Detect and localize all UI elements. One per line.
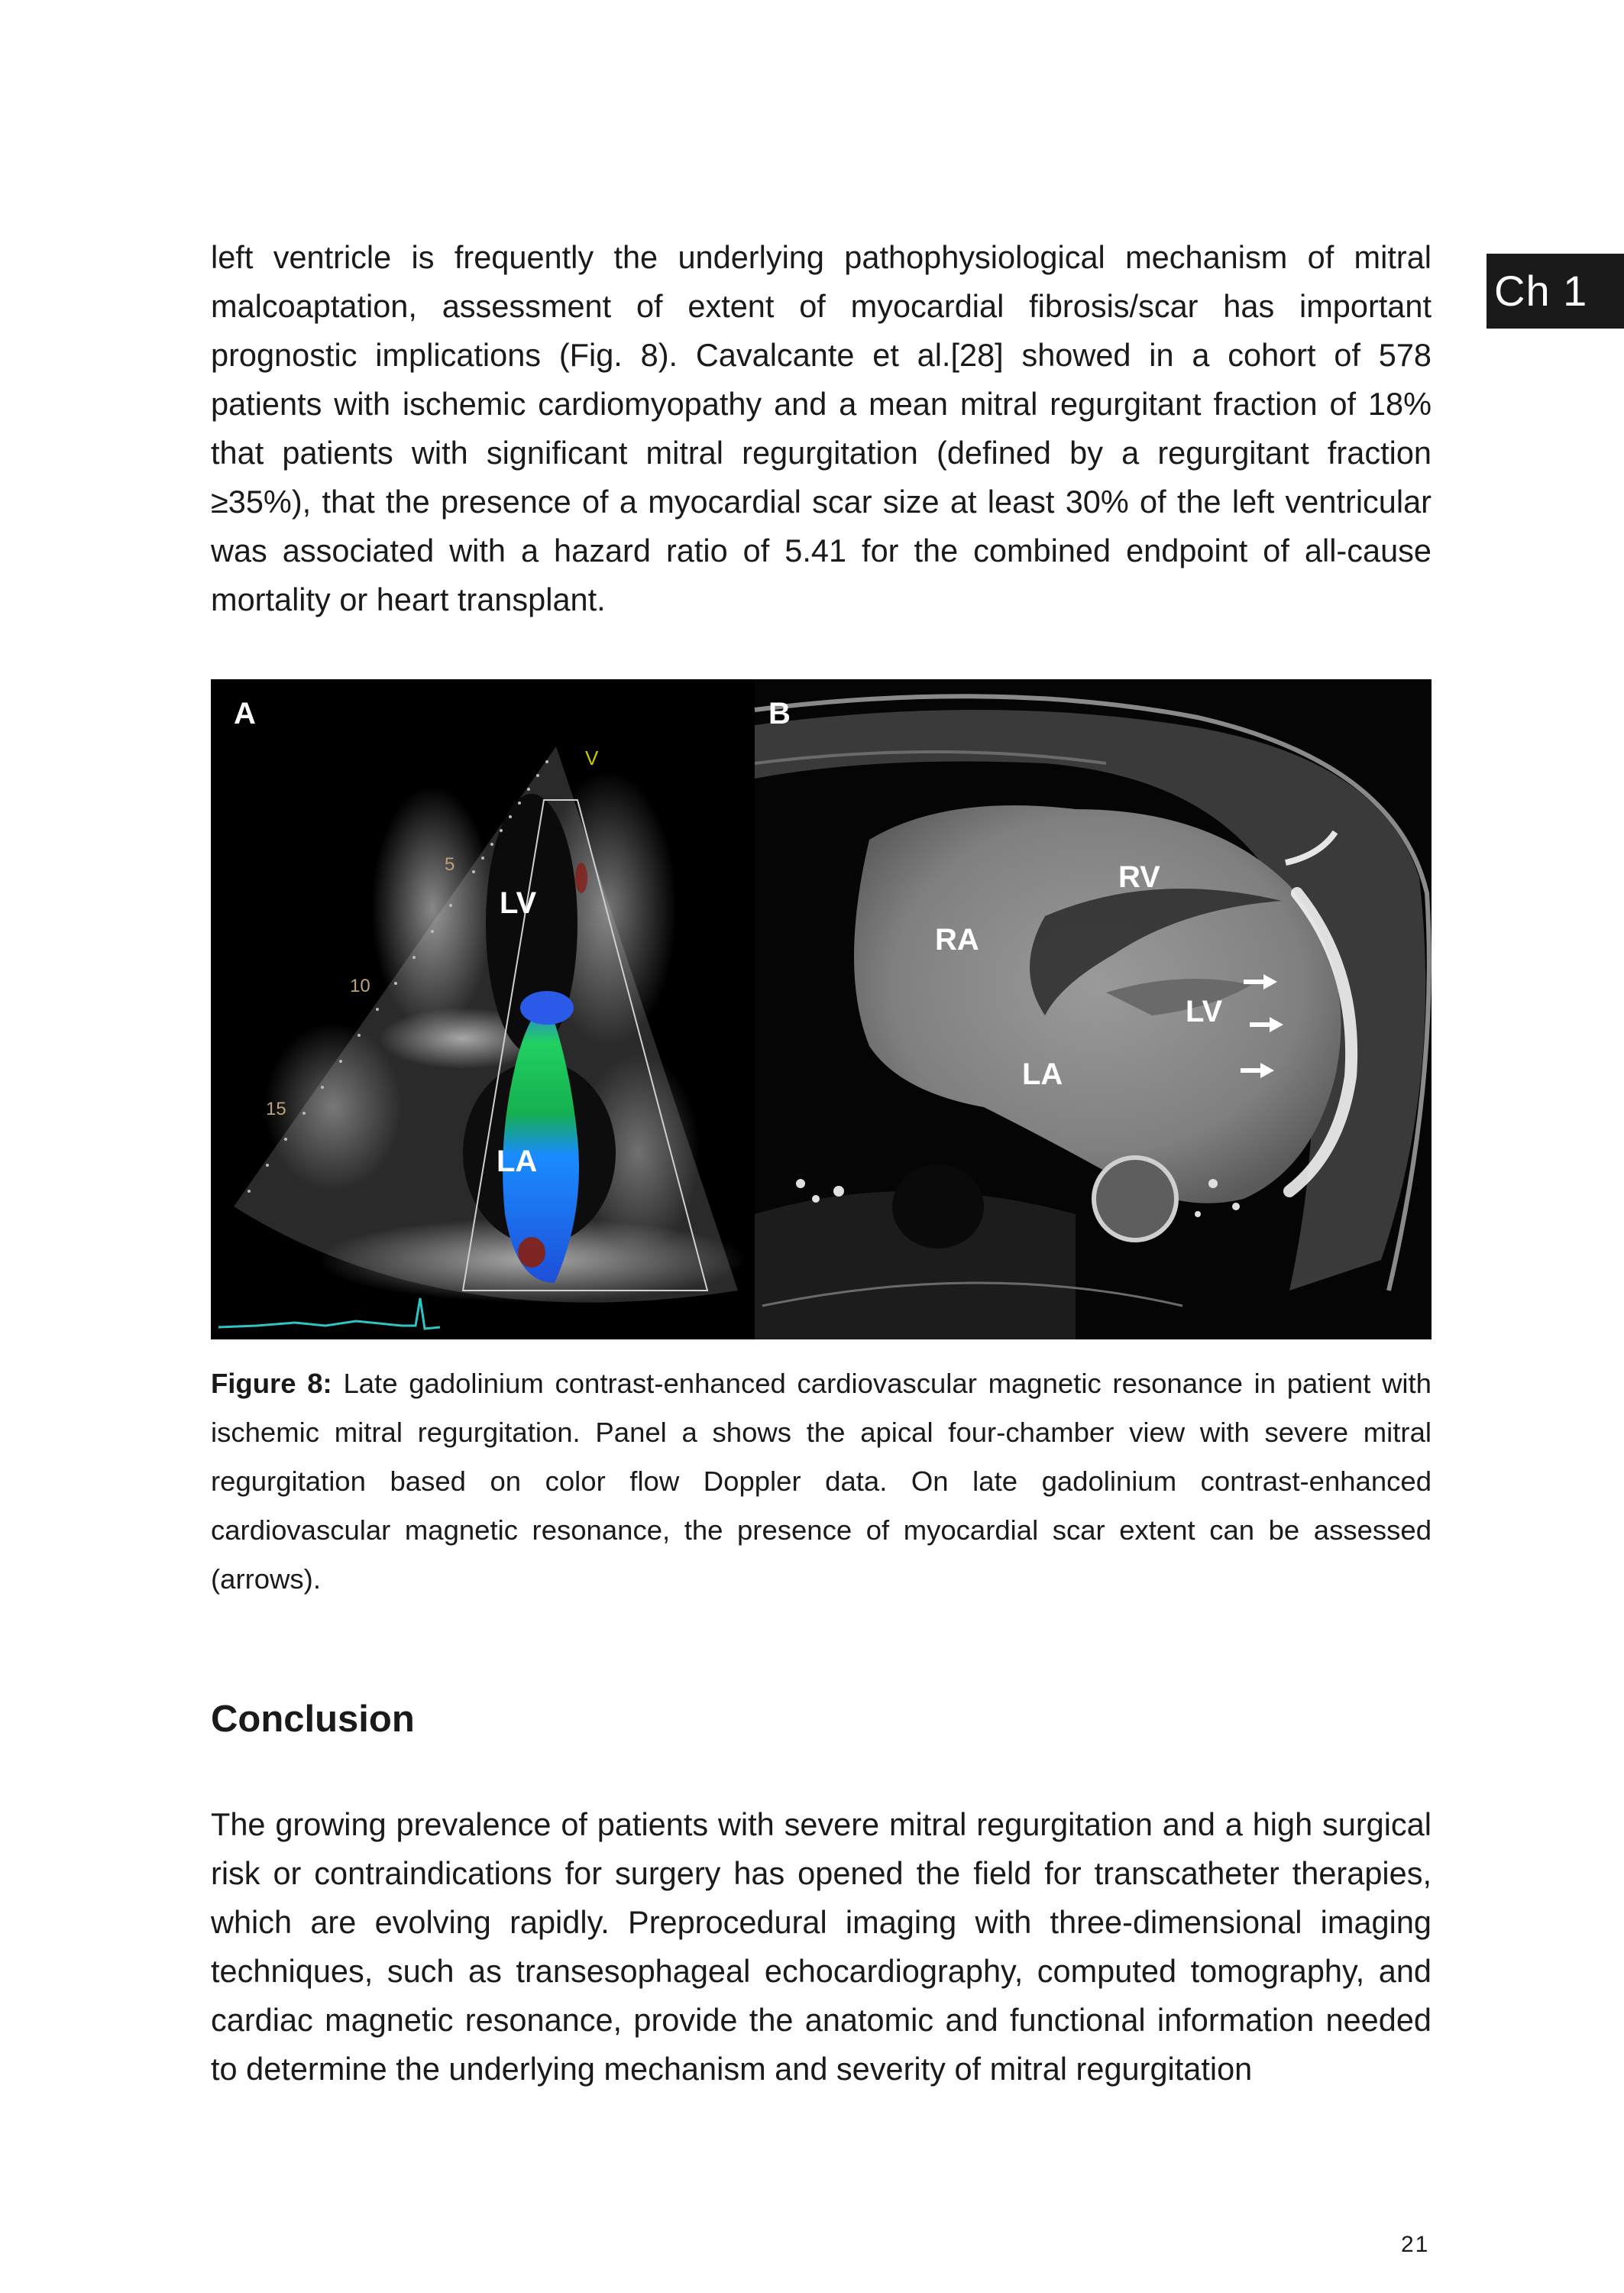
- depth-tick-15: 15: [266, 1099, 286, 1119]
- figure-caption: [211, 1359, 1432, 1604]
- page-number: 21: [1401, 2232, 1430, 2257]
- panel-b-rv-label: RV: [1118, 860, 1160, 894]
- body-paragraph-1: left ventricle is frequently the underlying pathophysiological mechanism of mitral malcoaptation, assessment of extent of myocardial fibrosis/scar has important prognostic implications (Fig. 8). Cavalcante et al.[28] showed in a cohort of 578 patients with ischemic cardiomyopathy and a mean mitral regurgitant fraction of 18% that patients with significant mitral regurgitation (defined by a regurgitant fraction ≥35%), that the presence of a myocardial scar size at least 30% of the left ventricular was associated with a hazard ratio of 5.41 for the combined endpoint of all-cause mortality or heart transplant.: [211, 239, 1432, 617]
- panel-b-ra-label: RA: [935, 923, 979, 957]
- depth-tick-5: 5: [445, 854, 455, 875]
- figure-caption-lead: Figure 8:: [211, 1368, 332, 1399]
- depth-tick-10: 10: [350, 976, 370, 996]
- panel-a-label: A: [234, 697, 256, 730]
- figure-8-image: [211, 679, 1432, 1339]
- panel-a-v-marker: V: [585, 747, 599, 769]
- body-paragraph-2: The growing prevalence of patients with severe mitral regurgitation and a high surgical risk or contraindications for surgery has opened the field for transcatheter therapies, which are evolving rapidly. Preprocedural imaging with three-dimensional imaging techniques, such as transesophageal echocardiography, computed tomography, and cardiac magnetic resonance, provide the anatomic and functional information needed to determine the underlying mechanism and severity of mitral regurgitation: [211, 1806, 1432, 2087]
- section-heading: Conclusion: [211, 1699, 415, 1740]
- figure-caption-text: Late gadolinium contrast-enhanced cardiovascular magnetic resonance in patient with ischemic mitral regurgitation. Panel a shows the apical four-chamber view with severe mitral regurgitation based on color flow Doppler data. On late gadolinium contrast-enhanced cardiovascular magnetic resonance, the presence of myocardial scar extent can be assessed (arrows).: [211, 1368, 1432, 1595]
- chapter-tab: Ch 1: [1487, 254, 1624, 329]
- panel-b-mri: [755, 679, 1432, 1339]
- panel-b-label: B: [768, 697, 791, 730]
- panel-a-echo: [211, 679, 755, 1339]
- panel-a-la-label: LA: [497, 1145, 538, 1178]
- figure-8: [211, 679, 1432, 1339]
- panel-b-la-label: LA: [1022, 1057, 1063, 1091]
- panel-b-lv-label: LV: [1186, 995, 1223, 1028]
- panel-a-lv-label: LV: [500, 886, 537, 920]
